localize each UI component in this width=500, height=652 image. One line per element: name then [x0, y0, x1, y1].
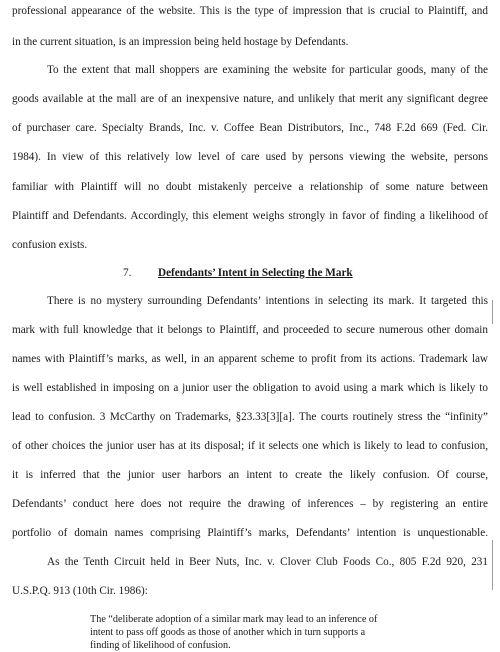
paragraph-line: of other choices the junior user has at its disposal; if it selects one which is likely to lead to confusion, [12, 440, 488, 452]
paragraph-line: in the current situation, is an impression being held hostage by Defendants. [12, 36, 349, 48]
block-quote-line: The “deliberate adoption of a similar mark may lead to an inference of [90, 614, 378, 625]
block-quote-line: intent to pass off goods as those of another which in turn supports a [90, 627, 366, 638]
paragraph-line: it is inferred that the junior user harbors an intent to create the likely confusion. Of course, [12, 469, 488, 481]
margin-scan-mark [492, 540, 493, 590]
margin-scan-mark [492, 300, 493, 324]
paragraph-line: names with Plaintiff’s marks, as well, in an apparent scheme to profit from its actions. Trademark law [12, 353, 488, 365]
paragraph-line: professional appearance of the website. This is the type of impression that is crucial to Plaintiff, and [12, 5, 488, 17]
section-number: 7. [123, 267, 132, 279]
paragraph-line: confusion exists. [12, 239, 88, 251]
paragraph-line: goods available at the mall are of an inexpensive nature, and unlikely that merit any significant degree [12, 93, 488, 105]
paragraph-line: To the extent that mall shoppers are examining the website for particular goods, many of the [47, 64, 488, 76]
paragraph-line: Defendants’ conduct here does not require the drawing of inferences – by registering an entire [12, 498, 488, 510]
paragraph-line: is well established in imposing on a junior user the obligation to avoid using a mark which is likely to [12, 382, 488, 394]
paragraph-line: There is no mystery surrounding Defendants’ intentions in selecting its mark. It targeted this [47, 295, 488, 307]
paragraph-line: lead to confusion. 3 McCarthy on Trademarks, §23.33[3][a]. The courts routinely stress the “infinity” [12, 411, 488, 423]
paragraph-line: Plaintiff and Defendants. Accordingly, this element weighs strongly in favor of finding a likelihood of [12, 210, 488, 222]
paragraph-line: As the Tenth Circuit held in Beer Nuts, Inc. v. Clover Club Foods Co., 805 F.2d 920, 231 [47, 556, 488, 568]
block-quote-line: finding of likelihood of confusion. [90, 640, 231, 651]
paragraph-line: of purchaser care. Specialty Brands, Inc. v. Coffee Bean Distributors, Inc., 748 F.2d 669 (Fed. Cir. [12, 122, 488, 134]
paragraph-line: mark with full knowledge that it belongs to Plaintiff, and proceeded to secure numerous other domain [12, 324, 488, 336]
paragraph-line: familiar with Plaintiff will no doubt mistakenly perceive a relationship of some nature between [12, 181, 488, 193]
paragraph-line: portfolio of domain names comprising Plaintiff’s marks, Defendants’ intention is unquestionable. [12, 527, 488, 539]
section-title: Defendants’ Intent in Selecting the Mark [158, 267, 353, 279]
paragraph-line: 1984). In view of this relatively low level of care used by persons viewing the website, persons [12, 151, 488, 163]
paragraph-line: U.S.P.Q. 913 (10th Cir. 1986): [12, 585, 148, 597]
